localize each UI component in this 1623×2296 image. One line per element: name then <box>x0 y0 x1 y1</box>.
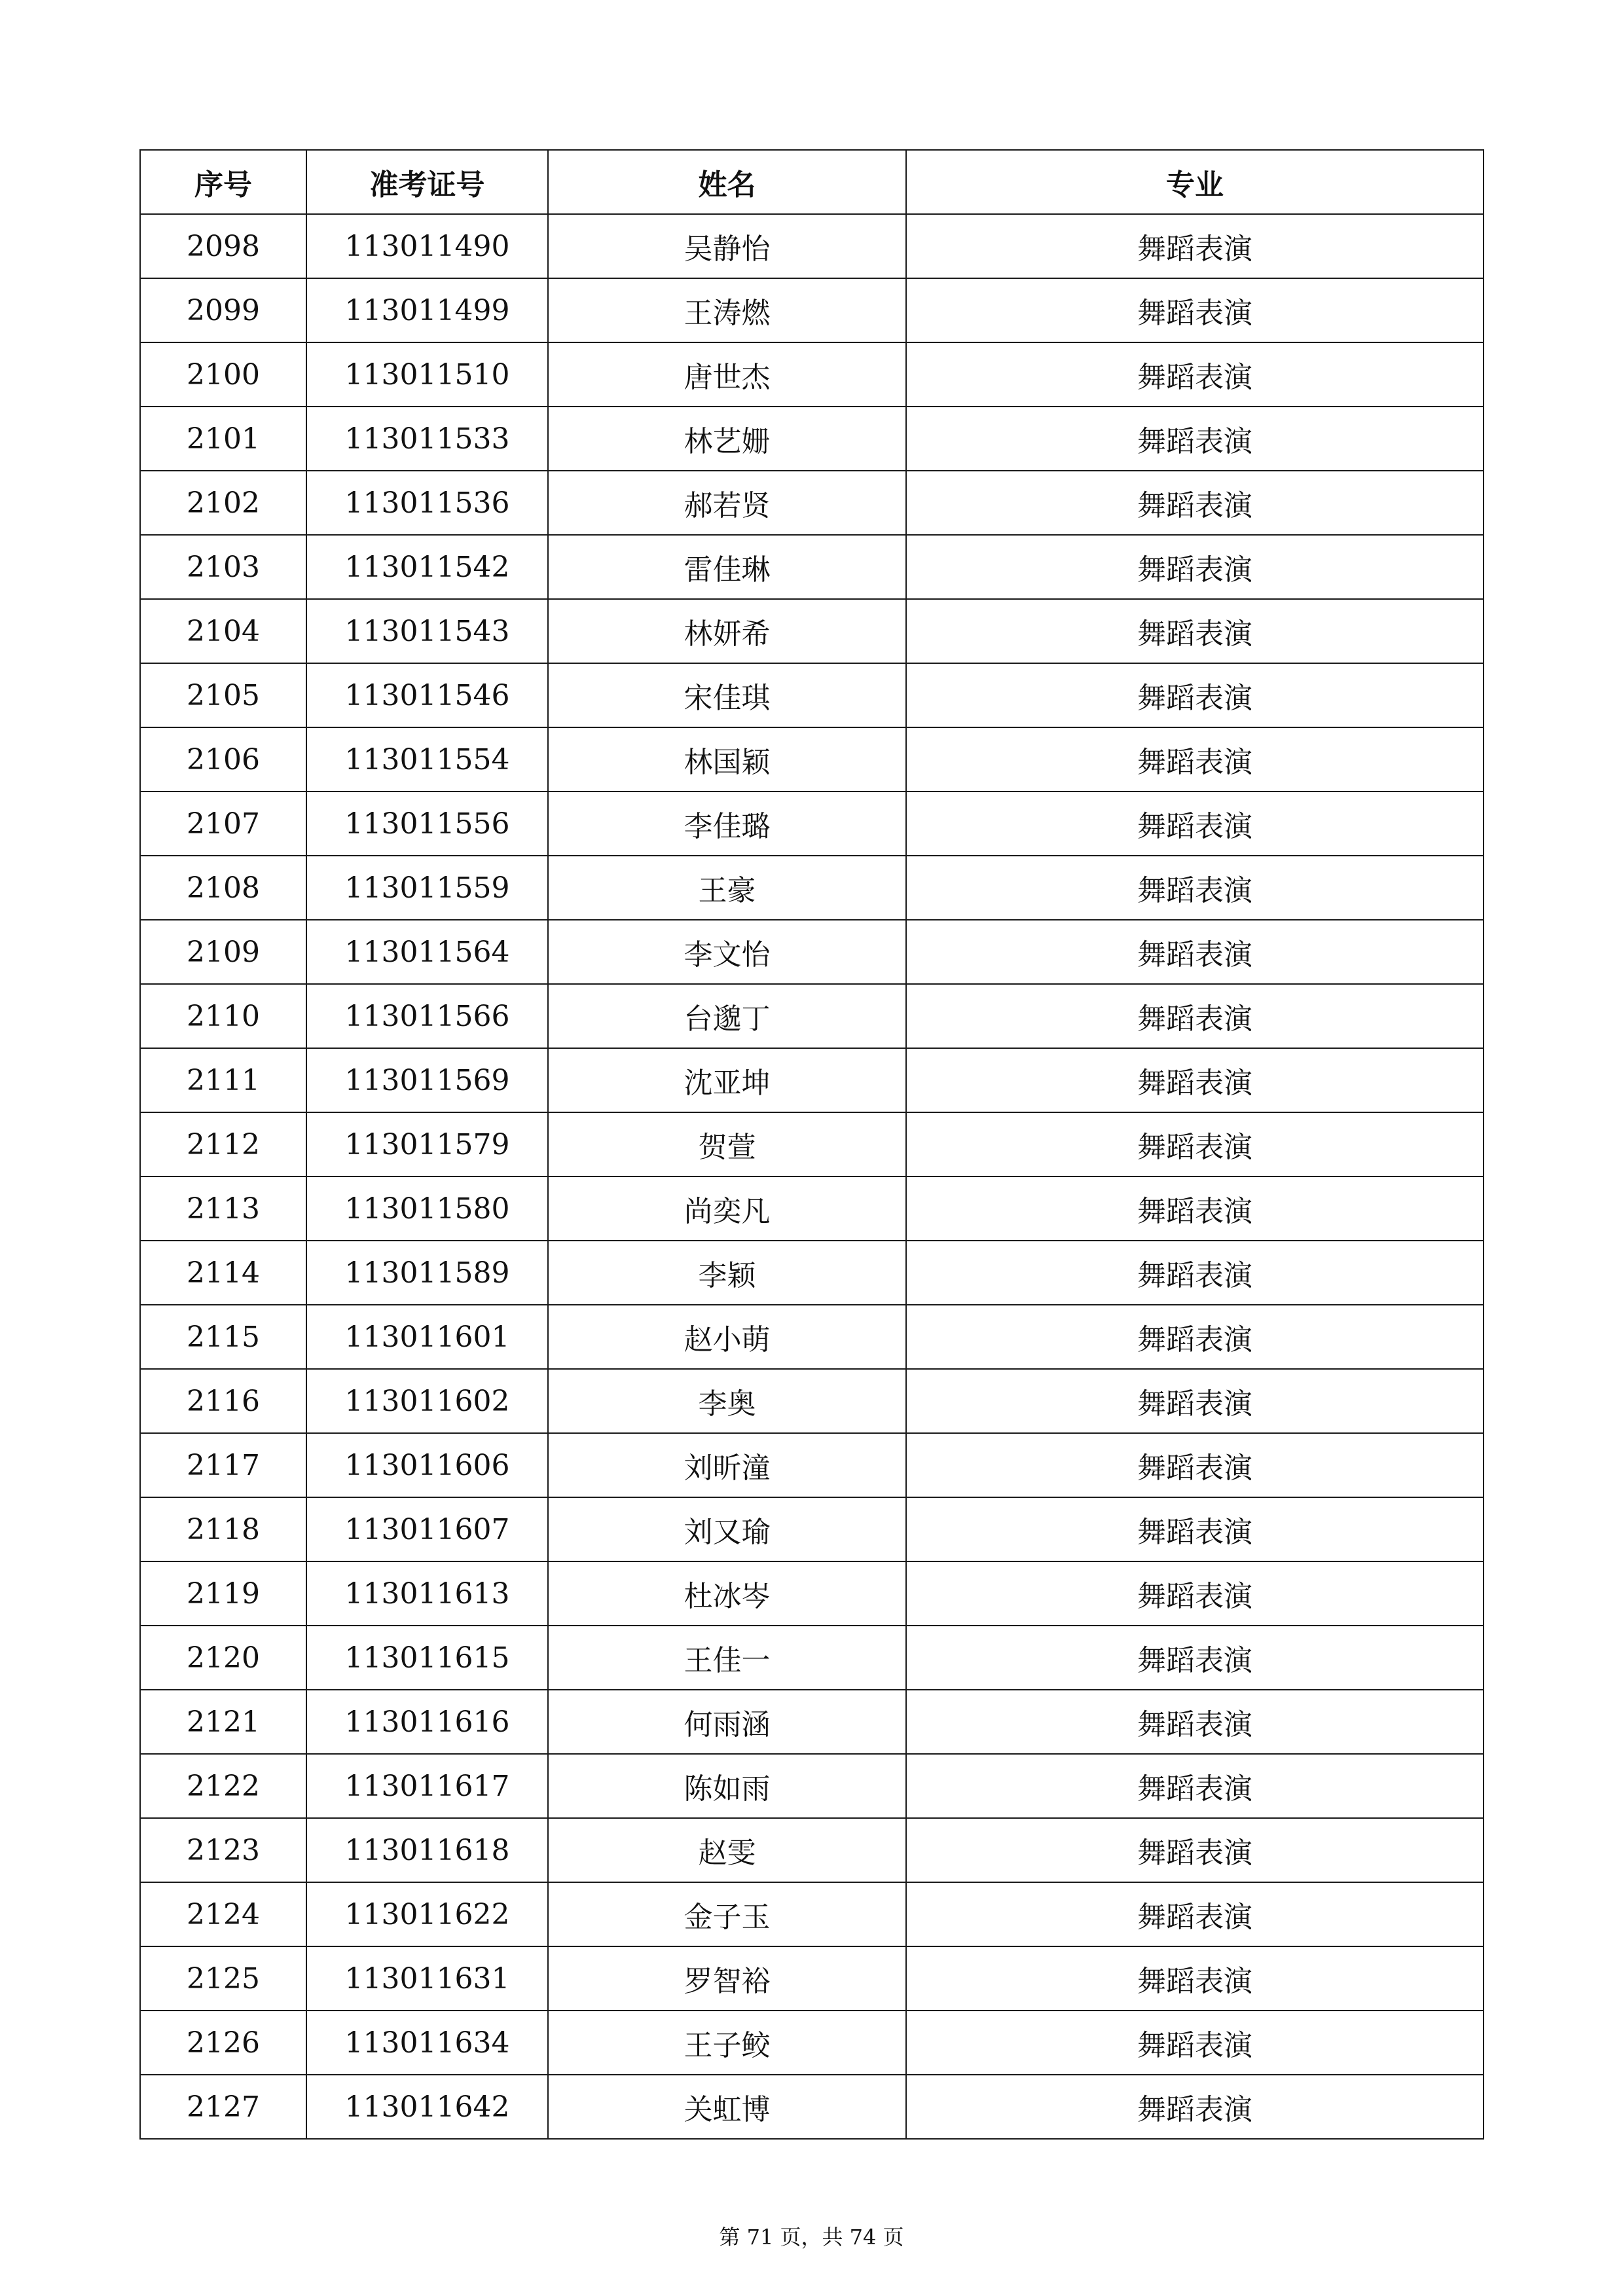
cell-name: 赵雯 <box>548 1818 906 1882</box>
table-row <box>140 663 1484 727</box>
page-number-footer: 第 71 页，共 74 页 <box>719 2225 904 2250</box>
cell-serial-number: 2115 <box>140 1305 306 1369</box>
cell-name: 宋佳琪 <box>548 663 906 727</box>
cell-name: 赵小萌 <box>548 1305 906 1369</box>
cell-exam-ticket-number: 113011554 <box>306 727 548 792</box>
header-major: 专业 <box>906 150 1484 214</box>
table-row <box>140 407 1484 471</box>
table-row <box>140 278 1484 342</box>
cell-name: 林妍希 <box>548 599 906 663</box>
cell-major: 舞蹈表演 <box>906 727 1484 792</box>
cell-major: 舞蹈表演 <box>906 2011 1484 2075</box>
cell-serial-number: 2117 <box>140 1433 306 1497</box>
cell-major: 舞蹈表演 <box>906 663 1484 727</box>
cell-exam-ticket-number: 113011542 <box>306 535 548 599</box>
cell-major: 舞蹈表演 <box>906 1112 1484 1176</box>
cell-serial-number: 2103 <box>140 535 306 599</box>
cell-serial-number: 2111 <box>140 1048 306 1112</box>
cell-serial-number: 2125 <box>140 1946 306 2011</box>
cell-name: 刘昕潼 <box>548 1433 906 1497</box>
cell-name: 罗智裕 <box>548 1946 906 2011</box>
cell-major: 舞蹈表演 <box>906 1241 1484 1305</box>
cell-exam-ticket-number: 113011569 <box>306 1048 548 1112</box>
cell-exam-ticket-number: 113011616 <box>306 1690 548 1754</box>
cell-serial-number: 2112 <box>140 1112 306 1176</box>
table-row <box>140 1433 1484 1497</box>
cell-major: 舞蹈表演 <box>906 1882 1484 1946</box>
cell-serial-number: 2110 <box>140 984 306 1048</box>
cell-name: 林国颖 <box>548 727 906 792</box>
cell-major: 舞蹈表演 <box>906 1818 1484 1882</box>
cell-exam-ticket-number: 113011606 <box>306 1433 548 1497</box>
table-row <box>140 856 1484 920</box>
cell-name: 李佳璐 <box>548 792 906 856</box>
cell-serial-number: 2123 <box>140 1818 306 1882</box>
cell-exam-ticket-number: 113011622 <box>306 1882 548 1946</box>
table-body <box>140 214 1484 2139</box>
cell-name: 刘又瑜 <box>548 1497 906 1561</box>
cell-name: 王子鲛 <box>548 2011 906 2075</box>
cell-exam-ticket-number: 113011499 <box>306 278 548 342</box>
cell-major: 舞蹈表演 <box>906 535 1484 599</box>
cell-name: 李文怡 <box>548 920 906 984</box>
table-row <box>140 1561 1484 1626</box>
cell-exam-ticket-number: 113011579 <box>306 1112 548 1176</box>
cell-exam-ticket-number: 113011617 <box>306 1754 548 1818</box>
cell-exam-ticket-number: 113011510 <box>306 342 548 407</box>
cell-exam-ticket-number: 113011602 <box>306 1369 548 1433</box>
cell-exam-ticket-number: 113011490 <box>306 214 548 278</box>
admission-roster-table <box>139 149 1484 2140</box>
cell-serial-number: 2108 <box>140 856 306 920</box>
cell-serial-number: 2106 <box>140 727 306 792</box>
cell-exam-ticket-number: 113011536 <box>306 471 548 535</box>
cell-serial-number: 2124 <box>140 1882 306 1946</box>
cell-exam-ticket-number: 113011559 <box>306 856 548 920</box>
cell-exam-ticket-number: 113011556 <box>306 792 548 856</box>
cell-name: 李颖 <box>548 1241 906 1305</box>
cell-serial-number: 2099 <box>140 278 306 342</box>
table-row <box>140 1176 1484 1241</box>
table-row <box>140 1626 1484 1690</box>
cell-exam-ticket-number: 113011607 <box>306 1497 548 1561</box>
cell-serial-number: 2113 <box>140 1176 306 1241</box>
cell-serial-number: 2122 <box>140 1754 306 1818</box>
cell-exam-ticket-number: 113011566 <box>306 984 548 1048</box>
cell-major: 舞蹈表演 <box>906 407 1484 471</box>
cell-exam-ticket-number: 113011589 <box>306 1241 548 1305</box>
cell-serial-number: 2119 <box>140 1561 306 1626</box>
cell-serial-number: 2120 <box>140 1626 306 1690</box>
cell-major: 舞蹈表演 <box>906 278 1484 342</box>
table-row <box>140 1241 1484 1305</box>
cell-exam-ticket-number: 113011613 <box>306 1561 548 1626</box>
cell-exam-ticket-number: 113011601 <box>306 1305 548 1369</box>
table-row <box>140 2075 1484 2139</box>
table-row <box>140 1946 1484 2011</box>
cell-major: 舞蹈表演 <box>906 984 1484 1048</box>
cell-major: 舞蹈表演 <box>906 2075 1484 2139</box>
cell-major: 舞蹈表演 <box>906 1369 1484 1433</box>
table-row <box>140 599 1484 663</box>
cell-exam-ticket-number: 113011618 <box>306 1818 548 1882</box>
cell-major: 舞蹈表演 <box>906 1305 1484 1369</box>
cell-major: 舞蹈表演 <box>906 1561 1484 1626</box>
table-row <box>140 471 1484 535</box>
cell-major: 舞蹈表演 <box>906 1626 1484 1690</box>
cell-serial-number: 2105 <box>140 663 306 727</box>
table-row <box>140 1754 1484 1818</box>
cell-name: 沈亚坤 <box>548 1048 906 1112</box>
table-row <box>140 214 1484 278</box>
cell-name: 贺萱 <box>548 1112 906 1176</box>
cell-name: 李奥 <box>548 1369 906 1433</box>
cell-serial-number: 2102 <box>140 471 306 535</box>
cell-serial-number: 2114 <box>140 1241 306 1305</box>
cell-exam-ticket-number: 113011642 <box>306 2075 548 2139</box>
cell-name: 雷佳琳 <box>548 535 906 599</box>
table-row <box>140 1818 1484 1882</box>
cell-name: 林艺姗 <box>548 407 906 471</box>
cell-name: 杜冰岑 <box>548 1561 906 1626</box>
cell-name: 尚奕凡 <box>548 1176 906 1241</box>
cell-name: 金子玉 <box>548 1882 906 1946</box>
header-serial-number: 序号 <box>140 150 306 214</box>
cell-serial-number: 2107 <box>140 792 306 856</box>
cell-serial-number: 2116 <box>140 1369 306 1433</box>
cell-name: 王佳一 <box>548 1626 906 1690</box>
cell-major: 舞蹈表演 <box>906 471 1484 535</box>
cell-major: 舞蹈表演 <box>906 342 1484 407</box>
table-row <box>140 1112 1484 1176</box>
cell-major: 舞蹈表演 <box>906 1176 1484 1241</box>
cell-serial-number: 2126 <box>140 2011 306 2075</box>
cell-serial-number: 2121 <box>140 1690 306 1754</box>
table-row <box>140 1305 1484 1369</box>
cell-exam-ticket-number: 113011580 <box>306 1176 548 1241</box>
cell-serial-number: 2104 <box>140 599 306 663</box>
cell-major: 舞蹈表演 <box>906 1754 1484 1818</box>
cell-name: 郝若贤 <box>548 471 906 535</box>
table-row <box>140 2011 1484 2075</box>
cell-serial-number: 2101 <box>140 407 306 471</box>
cell-major: 舞蹈表演 <box>906 1946 1484 2011</box>
cell-name: 王豪 <box>548 856 906 920</box>
table-row <box>140 1882 1484 1946</box>
table-row <box>140 984 1484 1048</box>
cell-exam-ticket-number: 113011634 <box>306 2011 548 2075</box>
table-row <box>140 342 1484 407</box>
cell-name: 王涛燃 <box>548 278 906 342</box>
cell-major: 舞蹈表演 <box>906 1048 1484 1112</box>
cell-name: 吴静怡 <box>548 214 906 278</box>
cell-major: 舞蹈表演 <box>906 792 1484 856</box>
cell-major: 舞蹈表演 <box>906 920 1484 984</box>
table-row <box>140 920 1484 984</box>
cell-exam-ticket-number: 113011615 <box>306 1626 548 1690</box>
cell-name: 陈如雨 <box>548 1754 906 1818</box>
cell-exam-ticket-number: 113011533 <box>306 407 548 471</box>
cell-major: 舞蹈表演 <box>906 1433 1484 1497</box>
cell-major: 舞蹈表演 <box>906 856 1484 920</box>
header-exam-ticket-number: 准考证号 <box>306 150 548 214</box>
cell-major: 舞蹈表演 <box>906 1497 1484 1561</box>
cell-exam-ticket-number: 113011631 <box>306 1946 548 2011</box>
table-row <box>140 1497 1484 1561</box>
cell-major: 舞蹈表演 <box>906 599 1484 663</box>
table-row <box>140 1369 1484 1433</box>
table-row <box>140 792 1484 856</box>
cell-serial-number: 2118 <box>140 1497 306 1561</box>
cell-name: 关虹博 <box>548 2075 906 2139</box>
cell-exam-ticket-number: 113011543 <box>306 599 548 663</box>
cell-exam-ticket-number: 113011546 <box>306 663 548 727</box>
table-row <box>140 1690 1484 1754</box>
cell-name: 唐世杰 <box>548 342 906 407</box>
table-header-row <box>140 150 1484 214</box>
cell-major: 舞蹈表演 <box>906 214 1484 278</box>
cell-serial-number: 2109 <box>140 920 306 984</box>
cell-serial-number: 2098 <box>140 214 306 278</box>
cell-major: 舞蹈表演 <box>906 1690 1484 1754</box>
cell-serial-number: 2127 <box>140 2075 306 2139</box>
cell-name: 何雨涵 <box>548 1690 906 1754</box>
cell-exam-ticket-number: 113011564 <box>306 920 548 984</box>
cell-serial-number: 2100 <box>140 342 306 407</box>
table-row <box>140 727 1484 792</box>
table-row <box>140 1048 1484 1112</box>
table-row <box>140 535 1484 599</box>
header-name: 姓名 <box>548 150 906 214</box>
cell-name: 台邈丁 <box>548 984 906 1048</box>
